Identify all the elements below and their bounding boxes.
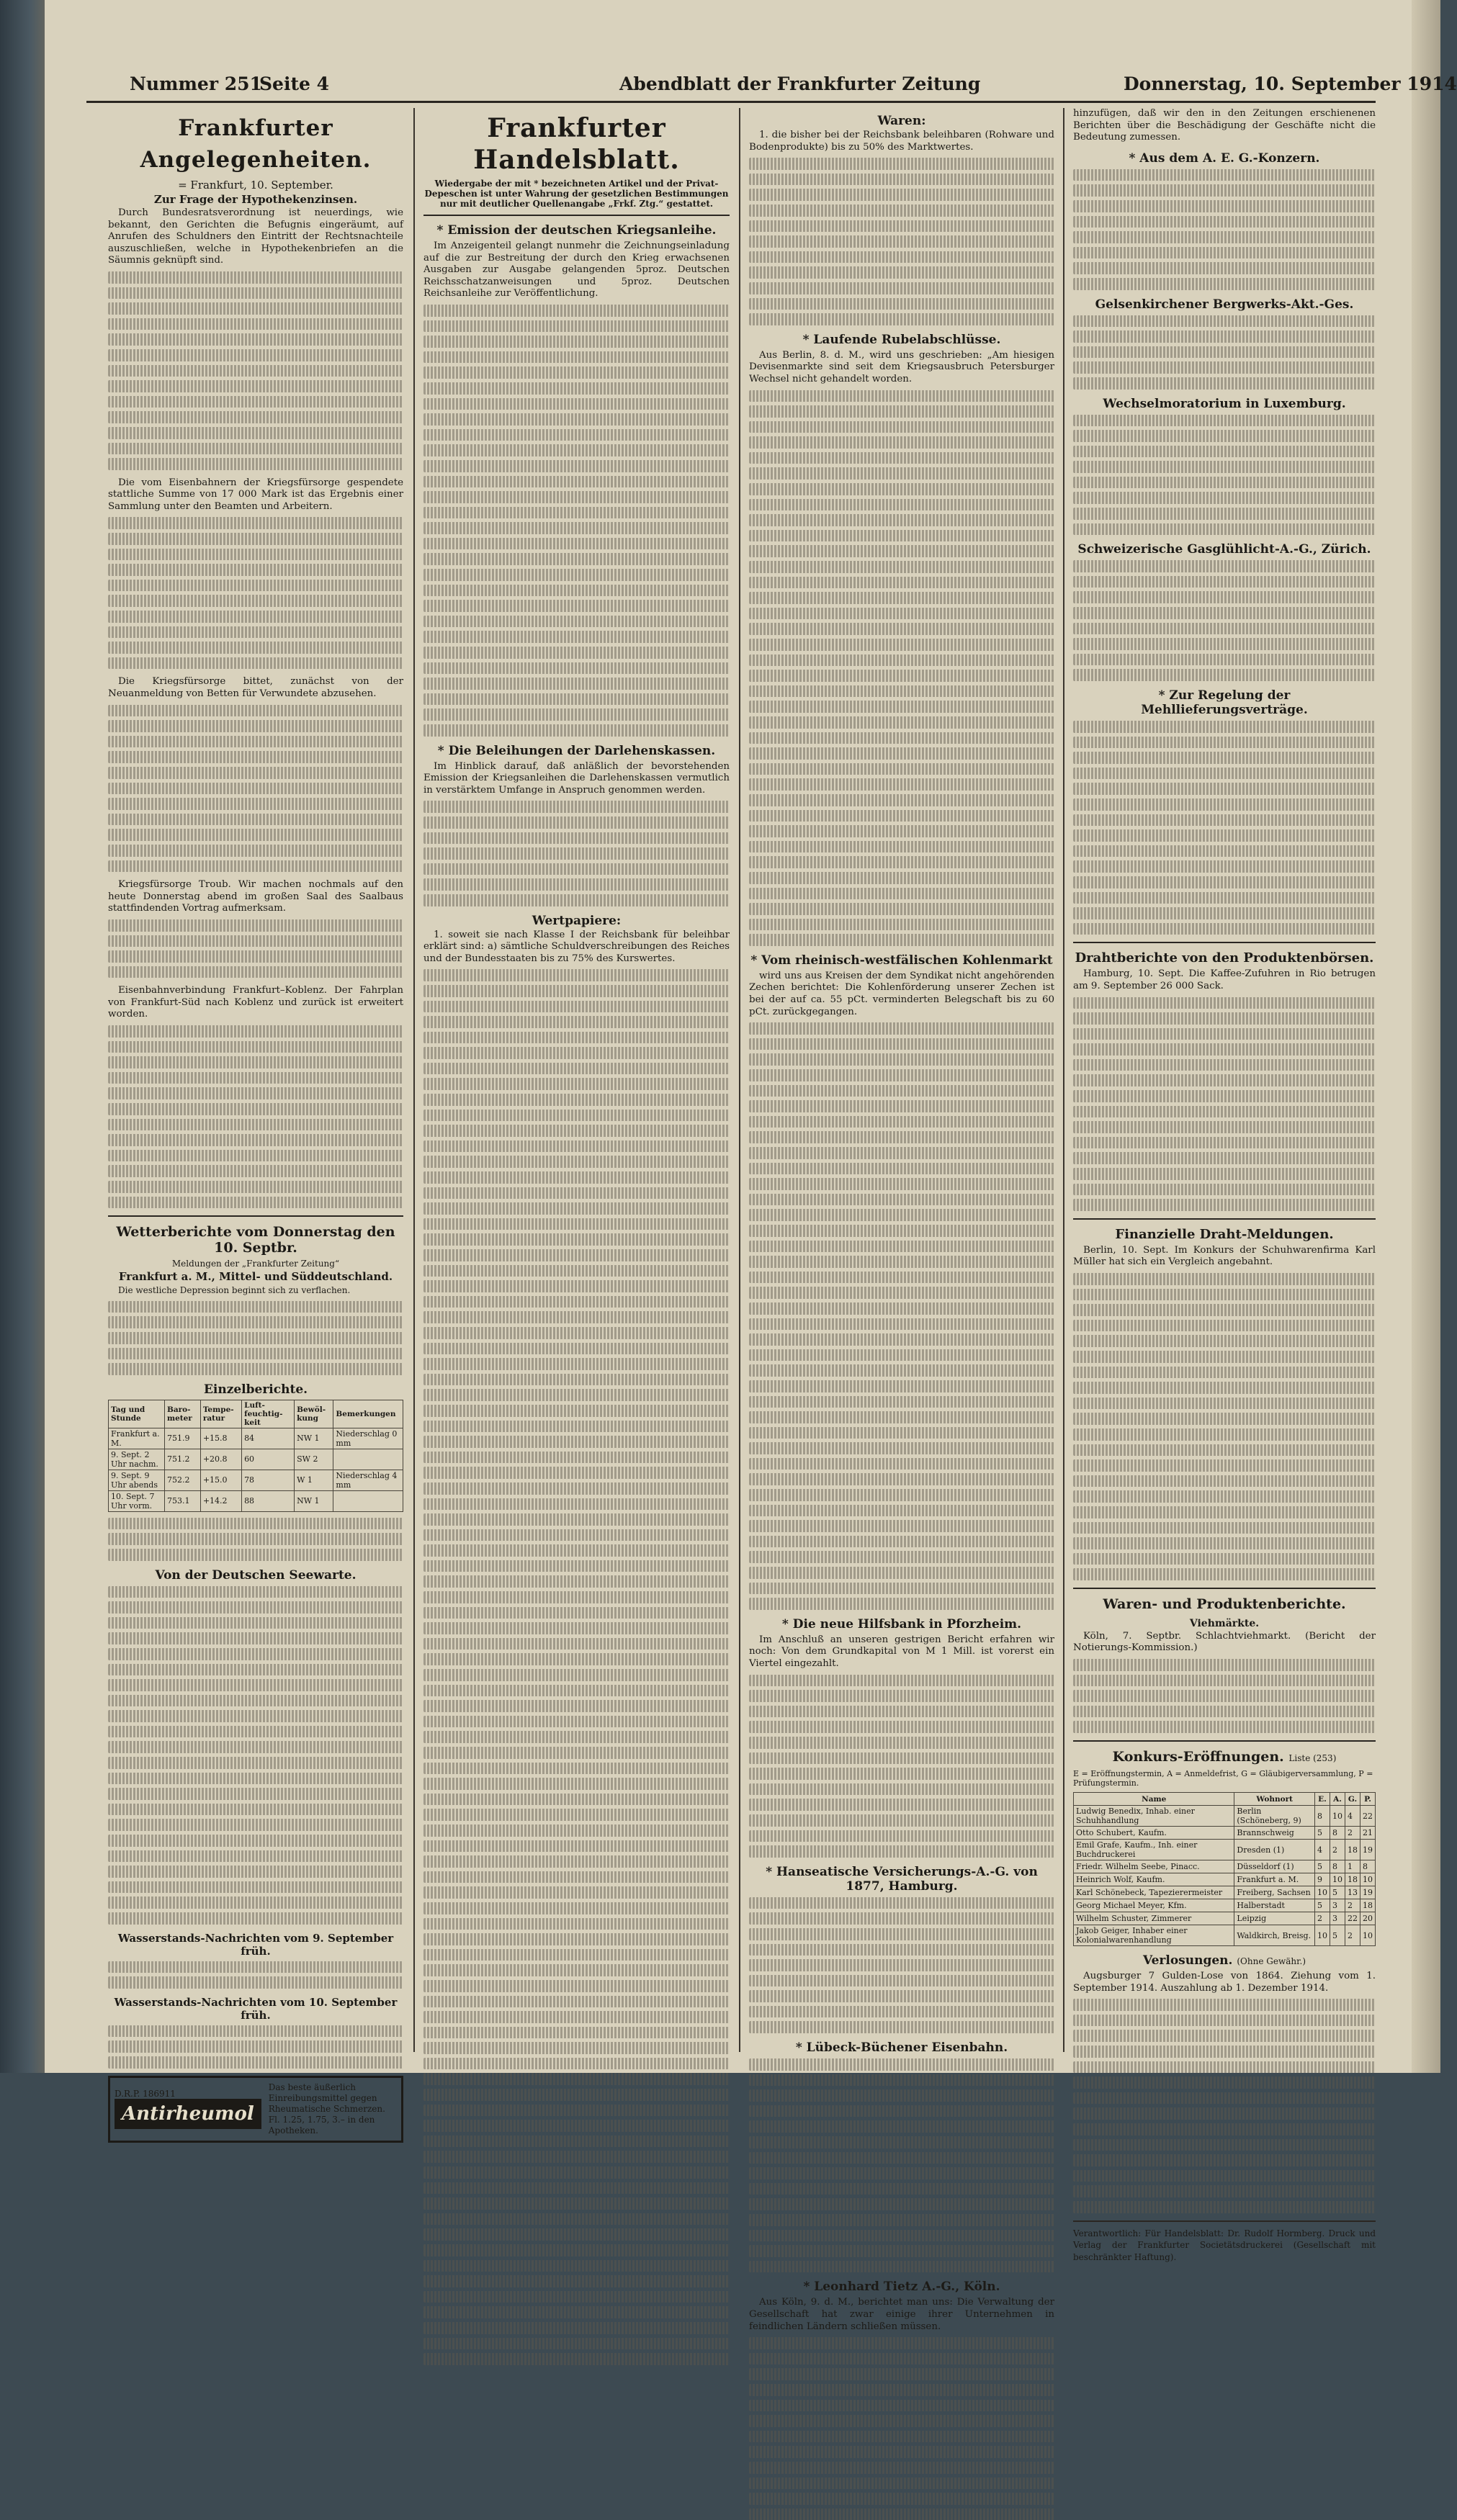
section-title: Drahtberichte von den Produktenbörsen. [1075, 950, 1374, 966]
article-paragraph: Köln, 7. Septbr. Schlachtviehmarkt. (Bericht der Notierungs-Kommission.) [1073, 1630, 1376, 1654]
article-paragraph: Berlin, 10. Sept. Im Konkurs der Schuhwarenfirma Karl Müller hat sich ein Vergleich angebahnt. [1073, 1244, 1376, 1268]
table-header: Name [1074, 1793, 1234, 1806]
article-paragraph: 1. soweit sie nach Klasse I der Reichsbank für beleihbar erklärt sind: a) sämtliche Schuldverschreibungen des Reiches und der Bundesstaaten bis zu 75% des Kurswertes. [423, 929, 730, 964]
article-paragraph: Durch Bundesratsverordnung ist neuerdings, wie bekannt, den Gerichten die Befugnis eingeräumt, auf Anrufen des Schuldners den Eintritt der Rechtsnachteile auszuschließen, welche in Hypothekenbriefen an die Säumnis geknüpft sind. [108, 207, 403, 266]
konkurs-legend: E = Eröffnungstermin, A = Anmeldefrist, G = Gläubigerversammlung, P = Prüfungstermin. [1073, 1769, 1373, 1788]
masthead [86, 73, 1457, 102]
ad-text: Das beste äußerlich Einreibungsmittel gegen Rheumatische Schmerzen. Fl. 1.25, 1.75, 3.– in den Apotheken. [268, 2082, 385, 2136]
text-block [1073, 560, 1376, 681]
divider [1073, 1588, 1376, 1589]
advertisement [108, 2076, 403, 2143]
table-header: Bemerkungen [333, 1400, 403, 1428]
table-row: Otto Schubert, Kaufm. Brannschweig 5 8 2 21 [1074, 1827, 1376, 1840]
text-block [108, 1961, 403, 1989]
table-row: Heinrich Wolf, Kaufm. Frankfurt a. M. 9 10 18 10 [1074, 1873, 1376, 1886]
weather-subtitle: Meldungen der „Frankfurter Zeitung“ [171, 1259, 340, 1269]
paper-title: Abendblatt der Frankfurter Zeitung [619, 73, 981, 94]
section-title: Waren- und Produktenberichte. [1103, 1596, 1346, 1612]
text-block [108, 705, 403, 873]
table-row: 9. Sept. 9 Uhr abends 752.2 +15.0 78 W 1 Niederschlag 4 mm [109, 1470, 403, 1490]
table-row: Karl Schönebeck, Tapezierermeister Freiberg, Sachsen 10 5 13 19 [1074, 1886, 1376, 1899]
einzel-title: Einzelberichte. [203, 1382, 308, 1397]
text-block [1073, 1273, 1376, 1580]
table-row: Wilhelm Schuster, Zimmerer Leipzig 2 3 22 20 [1074, 1912, 1376, 1925]
wertpapiere-title: Wertpapiere: [532, 913, 622, 928]
article-paragraph: Kriegsfürsorge Troub. Wir machen nochmals auf den heute Donnerstag abend im großen Saal des Saalbaus stattfindenden Vortrag aufmerksam. [108, 879, 403, 914]
station-table-placeholder [108, 1586, 403, 1925]
text-block [423, 305, 730, 737]
text-block [749, 158, 1054, 325]
verlosungen-title: Verlosungen. [1142, 1953, 1233, 1968]
imprint: Verantwortlich: Für Handelsblatt: Dr. Rudolf Hormberg. Druck und Verlag der Frankfurter Societätsdruckerei (Gesellschaft mit beschränkter Haftung). [1073, 2228, 1376, 2262]
masthead-rule [86, 101, 1376, 103]
article-paragraph: wird uns aus Kreisen der dem Syndikat nicht angehörenden Zechen berichtet: Die Kohlenförderung unserer Zechen ist bei der auf ca. 55 pCt. verminderten Belegschaft bis zu 60 pCt. zurückgegangen. [749, 970, 1054, 1017]
text-block [108, 2025, 403, 2069]
text-block [423, 801, 730, 906]
article-headline: * Aus dem A. E. G.-Konzern. [1129, 150, 1320, 166]
text-block [108, 271, 403, 470]
book-binding [0, 0, 50, 2073]
waren-title: Waren: [877, 114, 926, 128]
article-paragraph: Aus Köln, 9. d. M., berichtet man uns: Die Verwaltung der Gesellschaft hat zwar einige ihrer Unternehmen in feindlichen Ländern schließen müssen. [749, 2297, 1054, 2332]
article-topic: Zur Frage der Hypothekenzinsen. [153, 193, 358, 206]
article-paragraph: Die vom Eisenbahnern der Kriegsfürsorge gespendete stattliche Summe von 17 000 Mark ist das Ergebnis einer Sammlung unter den Beamten und Arbeitern. [108, 477, 403, 512]
section-title [1073, 1953, 1376, 1968]
table-header: G. [1345, 1793, 1360, 1806]
text-block [1073, 169, 1376, 290]
ad-logo: Antirheumol [115, 2099, 261, 2129]
article-headline: Gelsenkirchener Bergwerks-Akt.-Ges. [1095, 297, 1354, 312]
table-header: Tag und Stunde [109, 1400, 165, 1428]
text-block [749, 1897, 1054, 2033]
article-paragraph: Augsburger 7 Gulden-Lose von 1864. Ziehung vom 1. September 1914. Auszahlung ab 1. Dezember 1914. [1073, 1971, 1376, 1994]
table-header: Luft-feuchtig-keit [242, 1400, 295, 1428]
table-row: Ludwig Benedix, Inhab. einer Schuhhandlung Berlin (Schöneberg, 9) 8 10 4 22 [1074, 1806, 1376, 1827]
text-block [1073, 721, 1376, 935]
seewarte-title: Von der Deutschen Seewarte. [155, 1567, 357, 1583]
text-block [1073, 1659, 1376, 1733]
wasserstand-title: Wasserstands-Nachrichten vom 10. September früh. [114, 1995, 398, 2022]
table-row: Georg Michael Meyer, Kfm. Halberstadt 5 3 2 18 [1074, 1899, 1376, 1912]
table-header: E. [1314, 1793, 1330, 1806]
article-headline: * Die Beleihungen der Darlehenskassen. [437, 743, 716, 758]
article-headline: Wechselmoratorium in Luxemburg. [1103, 396, 1346, 411]
article-headline: Schweizerische Gasglühlicht-A.-G., Zürich. [1077, 542, 1371, 557]
text-block [1073, 315, 1376, 390]
table-header: Wohnort [1234, 1793, 1315, 1806]
text-block [423, 969, 730, 2364]
divider [108, 1215, 403, 1217]
table-header: A. [1330, 1793, 1345, 1806]
wasserstand-title: Wasserstands-Nachrichten vom 9. September früh. [117, 1931, 394, 1958]
article-paragraph: Aus Berlin, 8. d. M., wird uns geschrieben: „Am hiesigen Devisenmarkte sind seit dem Kriegsausbruch Petersburger Wechsel nicht gehandelt worden. [749, 349, 1054, 384]
article-headline: * Emission der deutschen Kriegsanleihe. [436, 223, 717, 238]
table-row: Friedr. Wilhelm Seebe, Pinacc. Düsseldorf (1) 5 8 1 8 [1074, 1860, 1376, 1873]
table-header: Tempe-ratur [200, 1400, 241, 1428]
issue-number: Nummer 251 [130, 73, 262, 94]
article-paragraph: Im Anschluß an unseren gestrigen Bericht erfahren wir noch: Von dem Grundkapital von M 1 Mill. ist vorerst ein Viertel eingezahlt. [749, 1634, 1054, 1669]
column-divider [739, 108, 740, 2052]
table-row: Frankfurt a. M. 751.9 +15.8 84 NW 1 Niederschlag 0 mm [109, 1428, 403, 1449]
divider [1073, 942, 1376, 943]
table-header: Bewöl-kung [295, 1400, 333, 1428]
weather-text: Die westliche Depression beginnt sich zu verflachen. [118, 1285, 351, 1296]
table-row: Emil Grafe, Kaufm., Inh. einer Buchdruckerei Dresden (1) 4 2 18 19 [1074, 1840, 1376, 1860]
article-headline: * Laufende Rubelabschlüsse. [802, 332, 1001, 347]
text-block [749, 1022, 1054, 1610]
text-block [1073, 997, 1376, 1211]
table-row: Jakob Geiger, Inhaber einer Kolonialwarenhandlung Waldkirch, Breisg. 10 5 2 10 [1074, 1925, 1376, 1946]
article-paragraph: Hamburg, 10. Sept. Die Kaffee-Zufuhren in Rio betrugen am 9. September 26 000 Sack. [1073, 968, 1376, 991]
divider [1073, 1218, 1376, 1220]
weather-region: Frankfurt a. M., Mittel- und Süddeutschland. [118, 1270, 393, 1284]
column-divider [1063, 108, 1064, 2052]
text-block [108, 919, 403, 978]
article-headline: * Hanseatische Versicherungs-A.-G. von 1877, Hamburg. [766, 1864, 1038, 1894]
column-handelsblatt-continued [749, 108, 1054, 2332]
section-title [1073, 1749, 1376, 1765]
article-paragraph: Im Anzeigenteil gelangt nunmehr die Zeichnungseinladung auf die zur Bestreitung der durch den Krieg erwachsenen Ausgaben zur Ausgabe gelangenden 5proz. Deutschen Reichsschatzanweisungen und 5proz. Deutschen Reichsanleihe zur Veröffentlichung. [423, 240, 730, 300]
konkurs-list-number: Liste (253) [1288, 1753, 1337, 1764]
section-title: Frankfurter Handelsblatt. [473, 113, 680, 175]
verlosungen-note: (Ohne Gewähr.) [1237, 1956, 1306, 1967]
reprint-notice: Wiedergabe der mit * bezeichneten Artikel und der Privat-Depeschen ist unter Wahrung der gesetzlichen Bestimmungen nur mit deutlicher Quellenangabe „Frkf. Ztg.“ gestattet. [424, 179, 729, 209]
column-handelsblatt [423, 108, 730, 2052]
article-headline: * Zur Regelung der Mehllieferungsverträge. [1141, 688, 1308, 717]
article-headline: * Vom rheinisch-westfälischen Kohlenmarkt [750, 953, 1053, 968]
text-block [108, 1518, 403, 1561]
article-headline: * Die neue Hilfsbank in Pforzheim. [781, 1616, 1022, 1632]
section-title: Finanzielle Draht-Meldungen. [1115, 1226, 1334, 1242]
divider [1073, 2220, 1376, 2222]
column-berichte [1073, 108, 1376, 2262]
text-block [108, 1025, 403, 1208]
text-block [749, 2058, 1054, 2272]
weather-title: Wetterberichte vom Donnerstag den 10. Septbr. [116, 1224, 395, 1256]
issue-date: Donnerstag, 10. September 1914 [1124, 73, 1457, 94]
ad-patent: D.R.P. 186911 [115, 2089, 176, 2100]
weather-table [108, 1400, 403, 1512]
table-row: 10. Sept. 7 Uhr vorm. 753.1 +14.2 88 NW 1 [109, 1490, 403, 1511]
text-block [749, 1675, 1054, 1858]
column-frankfurter-angelegenheiten [108, 108, 403, 2136]
text-block [108, 517, 403, 669]
article-paragraph: 1. die bisher bei der Reichsbank beleihbaren (Rohware und Bodenprodukte) bis zu 50% des Marktwertes. [749, 130, 1054, 153]
text-block [108, 1301, 403, 1375]
text-block [749, 2337, 1054, 2520]
table-header: P. [1360, 1793, 1375, 1806]
article-headline: * Lübeck-Büchener Eisenbahn. [795, 2040, 1008, 2056]
text-block [749, 390, 1054, 946]
article-headline: * Leonhard Tietz A.-G., Köln. [803, 2280, 1000, 2295]
column-divider [413, 108, 415, 2052]
text-block [1073, 415, 1376, 536]
table-row: 9. Sept. 2 Uhr nachm. 751.2 +20.8 60 SW 2 [109, 1449, 403, 1470]
article-paragraph: Eisenbahnverbindung Frankfurt–Koblenz. Der Fahrplan von Frankfurt-Süd nach Koblenz und zurück ist erweitert worden. [108, 985, 403, 1020]
text-block [1073, 1999, 1376, 2213]
article-paragraph: Im Hinblick darauf, daß anläßlich der bevorstehenden Emission der Kriegsanleihen die Darlehenskassen vermutlich in verstärktem Umfange in Anspruch genommen werden. [423, 760, 730, 796]
konkurs-table [1073, 1792, 1376, 1946]
page-edge-shadow [1412, 0, 1440, 2073]
article-paragraph: Die Kriegsfürsorge bittet, zunächst von der Neuanmeldung von Betten für Verwundete abzusehen. [108, 676, 403, 699]
section-title: Frankfurter Angelegenheiten. [140, 115, 372, 173]
divider [1073, 1740, 1376, 1742]
page-number: Seite 4 [259, 73, 330, 94]
divider [423, 215, 730, 216]
dateline: = Frankfurt, 10. September. [178, 179, 333, 192]
article-paragraph: hinzufügen, daß wir den in den Zeitungen erschienenen Berichten über die Beschädigung der Geschäfte nicht die Bedeutung zumessen. [1073, 108, 1376, 143]
table-header: Baro-meter [164, 1400, 200, 1428]
konkurs-title: Konkurs-Eröffnungen. [1112, 1749, 1284, 1765]
subsection-title: Viehmärkte. [1189, 1617, 1260, 1629]
